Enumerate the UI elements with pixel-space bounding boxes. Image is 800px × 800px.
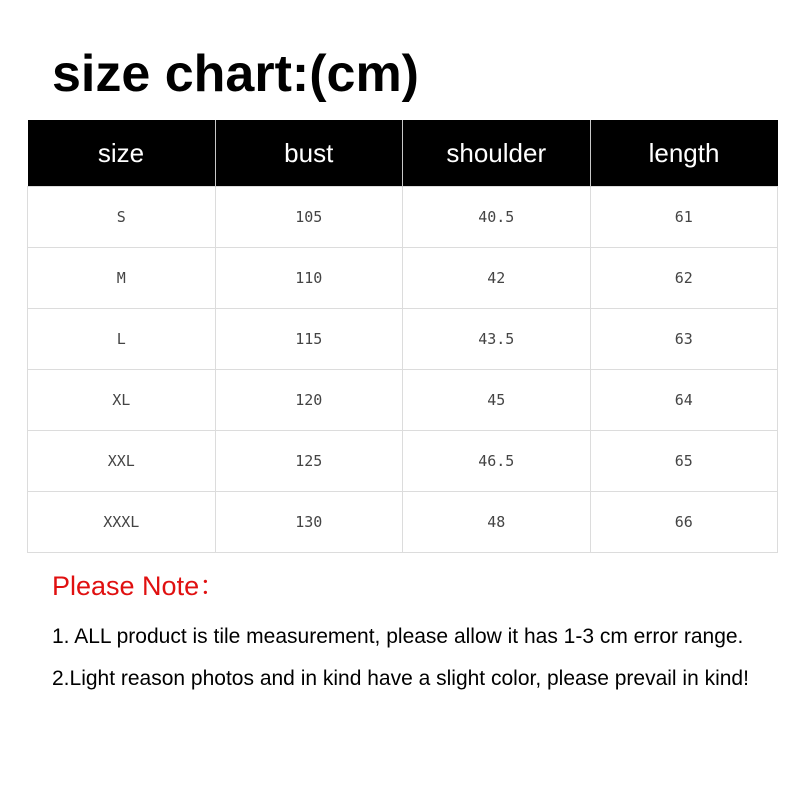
cell-bust: 125 xyxy=(215,431,403,492)
cell-length: 64 xyxy=(590,370,778,431)
cell-size: XL xyxy=(28,370,216,431)
cell-size: M xyxy=(28,248,216,309)
column-header-length: length xyxy=(590,120,778,187)
table-header-row xyxy=(28,120,778,187)
cell-shoulder: 40.5 xyxy=(403,187,591,248)
cell-bust: 110 xyxy=(215,248,403,309)
table-row xyxy=(28,370,778,431)
table-row xyxy=(28,187,778,248)
note-heading: Please Note： xyxy=(52,571,227,601)
cell-size: XXXL xyxy=(28,492,216,553)
page-title: size chart:(cm) xyxy=(52,45,419,103)
cell-bust: 120 xyxy=(215,370,403,431)
cell-bust: 130 xyxy=(215,492,403,553)
note-line-1: 1. ALL product is tile measurement, please allow it has 1-3 cm error range. xyxy=(52,625,744,648)
cell-length: 63 xyxy=(590,309,778,370)
column-header-bust: bust xyxy=(215,120,403,187)
table-row xyxy=(28,492,778,553)
cell-size: XXL xyxy=(28,431,216,492)
cell-shoulder: 42 xyxy=(403,248,591,309)
cell-length: 62 xyxy=(590,248,778,309)
cell-shoulder: 46.5 xyxy=(403,431,591,492)
table-row xyxy=(28,431,778,492)
cell-length: 66 xyxy=(590,492,778,553)
cell-shoulder: 48 xyxy=(403,492,591,553)
cell-bust: 115 xyxy=(215,309,403,370)
cell-length: 65 xyxy=(590,431,778,492)
table-row xyxy=(28,248,778,309)
column-header-size: size xyxy=(28,120,216,187)
cell-shoulder: 45 xyxy=(403,370,591,431)
column-header-shoulder: shoulder xyxy=(403,120,591,187)
cell-bust: 105 xyxy=(215,187,403,248)
note-body xyxy=(52,616,782,700)
cell-shoulder: 43.5 xyxy=(403,309,591,370)
note-line-2: 2.Light reason photos and in kind have a slight color, please prevail in kind! xyxy=(52,667,749,690)
table-row xyxy=(28,309,778,370)
cell-length: 61 xyxy=(590,187,778,248)
cell-size: S xyxy=(28,187,216,248)
cell-size: L xyxy=(28,309,216,370)
size-chart-table xyxy=(27,120,778,553)
